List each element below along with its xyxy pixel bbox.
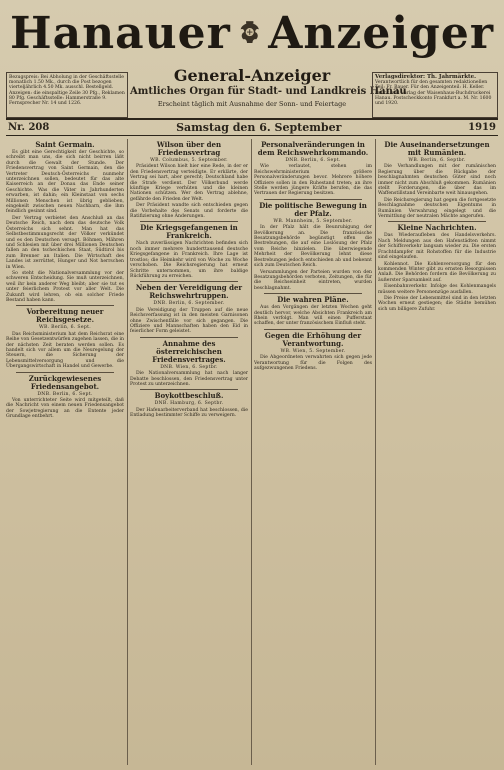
subscription-box bbox=[6, 72, 128, 118]
article-headline: Neben der Vereidigung der Reichswehrtruppen. bbox=[135, 283, 243, 301]
article-paragraph: Eisenbahnverkehr. Infolge des Kohlenmangels müssen weitere Personenzüge ausfallen. bbox=[378, 284, 496, 295]
article-paragraph: Präsident Wilson hielt hier eine Rede, in der er den Friedensvertrag verteidigte. Er erklärte, der Vertrag sei hart, aber gerecht; Deutschland habe die Strafe verdient. Der Völkerbund werde künftige Kriege verhüten und die kleinen Nationen schützen. Wer den Vertrag ablehne, gefährde den Frieden der Welt. bbox=[130, 164, 248, 202]
article-headline: Kleine Nachrichten. bbox=[397, 223, 477, 233]
column-divider bbox=[251, 139, 252, 765]
column-3 bbox=[254, 139, 372, 765]
article-headline: Die Kriegsgefangenen in Frankreich. bbox=[140, 223, 238, 241]
article-separator bbox=[16, 305, 114, 306]
frequency-line: Erscheint täglich mit Ausnahme der Sonn- und Feiertage bbox=[157, 100, 347, 108]
article-separator bbox=[264, 329, 362, 330]
article-paragraph: Versammlungen der Parteien wurden von den Besatzungsbehörden verboten, Zeitungen, die für die Reichseinheit eintreten, wurden beschlagnahmt. bbox=[254, 269, 372, 291]
article-paragraph: Die Reichsregierung hat gegen die fortgesetzte Beschlagnahme deutschen Eigentums in Rumänien Verwahrung eingelegt und die Vermittlung der neutralen Mächte angerufen. bbox=[378, 197, 496, 220]
issue-infoline bbox=[6, 118, 498, 136]
article-headline: Saint Germain. bbox=[35, 140, 95, 149]
article-paragraph: Die Preise der Lebensmittel sind in den letzten Wochen erneut gestiegen; die Städte bemühen sich um billigere Zufuhr. bbox=[378, 295, 496, 312]
column-divider bbox=[127, 139, 128, 765]
article-paragraph: Es gibt eine Gerechtigkeit der Geschichte, so schreibt man uns, die sich nicht beirren läßt durch die Gewalt der Stunde. Der Friedensvertrag von Saint Germain, den die Vertreter Deutsch-Österreichs nunmehr unterzeichnen sollen, bedeutet für das alte Kaiserreich an der Donau das Ende seiner Geschichte. Was die Väter in Jahrhunderten erwarben, ist dahin; ein Kleinstaat von sechs Millionen Menschen ist übrig geblieben, eingekeilt zwischen neuen Nachbarn, die ihm feindlich gesinnt sind. bbox=[6, 150, 124, 215]
coat-of-arms-icon bbox=[237, 5, 262, 61]
article-headline: Vorbereitung neuer Reichsgesetze. bbox=[26, 307, 104, 325]
organ-line: Amtliches Organ für Stadt- und Landkreis Hanau bbox=[130, 86, 407, 97]
masthead bbox=[0, 0, 504, 140]
article-paragraph: Nach zuverlässigen Nachrichten befinden sich noch immer mehrere hunderttausend deutsche Kriegsgefangene in Frankreich. Ihre Lage ist trostlos; die Heimkehr wird von Woche zu Woche verschoben. Die Reichsregierung hat erneut Schritte unternommen, um ihre baldige Rückführung zu erreichen. bbox=[130, 241, 248, 279]
publisher-text: Verantwortlich für den gesamten redaktionellen Teil: Fr. Bauer. Für den Anzeigenteil: H. Keller. Druck und Verlag der Waisenhaus-Buchdruckerei Hanau. Postscheckkonto Frankfurt a. M. Nr. 1600 und 1920. bbox=[375, 80, 492, 107]
article-dateline: DNB. Hamburg, 6. Septbr. bbox=[154, 401, 224, 407]
article-paragraph: Der Hafenarbeiterverband hat beschlossen, die Entladung bestimmter Schiffe zu verweigern. bbox=[130, 407, 248, 419]
title-left: Hanauer bbox=[10, 7, 231, 59]
issue-date: Samstag den 6. September bbox=[176, 121, 342, 134]
article-separator bbox=[140, 281, 238, 282]
article-separator bbox=[140, 337, 238, 338]
column-2 bbox=[130, 139, 248, 765]
article-dateline: DNB. Wien, 6. Septbr. bbox=[160, 364, 218, 370]
publisher-box bbox=[372, 72, 498, 118]
article-headline: Annahme des österreichischen Friedensvertrages. bbox=[152, 338, 226, 364]
article-paragraph: Die Vereidigung der Truppen auf die neue Reichsverfassung ist in den meisten Garnisonen ohne Zwischenfälle vor sich gegangen. Die Offiziere und Mannschaften haben den Eid in feierlicher Form geleistet. bbox=[130, 307, 248, 335]
article-paragraph: Der Vertrag verbietet den Anschluß an das Deutsche Reich, nach dem das deutsche Volk Österreichs sich sehnt. Man hat das Selbstbestimmungsrecht der Völker verkündet und es den Deutschen versagt. Böhmen, Mähren und Schlesien mit über drei Millionen Deutschen fallen an den tschechischen Staat, Südtirol bis zum Brenner an Italien. Die Wirtschaft des Landes ist zerrüttet, Hunger und Not herrschen in Wien. bbox=[6, 215, 124, 270]
article-headline: Personalveränderungen in dem Reichswehrkommando. bbox=[257, 140, 369, 157]
article-dateline: DNB. Berlin, 6. September. bbox=[153, 301, 225, 307]
article-headline: Gegen die Erhöhung der Verantwortung. bbox=[264, 330, 362, 348]
subtitle: General-Anzeiger bbox=[173, 66, 331, 85]
article-dateline: WB. Berlin, 6. Sept. bbox=[38, 325, 92, 331]
article-headline: Die Auseinandersetzungen mit Rumänien. bbox=[384, 140, 490, 157]
article-paragraph: Von unterrichteter Seite wird mitgeteilt, daß die Nachricht von einem neuen Friedensangebot der Sowjetregierung an die Entente jeder Grundlage entbehrt. bbox=[6, 398, 124, 420]
article-paragraph: Aus den Vorgängen der letzten Wochen geht deutlich hervor, welche Absichten Frankreich am Rhein verfolgt. Man will einen Pufferstaat schaffen, der unter französischem Einfluß steht. bbox=[254, 305, 372, 327]
title-right: Anzeiger bbox=[268, 7, 494, 59]
article-separator bbox=[140, 221, 238, 222]
article-separator bbox=[388, 221, 486, 222]
article-headline: Wilson über den Friedensvertrag bbox=[156, 140, 222, 157]
article-paragraph: Kohlennot. Die Kohlenversorgung für den kommenden Winter gibt zu ernsten Besorgnissen Anlaß. Die Behörden fordern die Bevölkerung zu äußerster Sparsamkeit auf. bbox=[378, 261, 496, 283]
article-dateline: WB. Wien, 5. September. bbox=[280, 348, 346, 354]
article-separator bbox=[140, 389, 238, 390]
column-1 bbox=[6, 139, 124, 765]
subscription-text: Bezugspreis: Bei Abholung in der Geschäftsstelle monatlich 1.50 Mk., durch die Post bezogen vierteljährlich 4.50 Mk. ausschl. Bestellgeld. Anzeigen: die einspaltige Zeile 30 Pfg., Reklamen 80 Pfg. Geschäftsstelle: Hammerstraße 9. Fernsprecher Nr. 14 und 1226. bbox=[9, 75, 125, 107]
article-paragraph: Der Präsident wandte sich entschieden gegen die Vorbehalte des Senats und forderte die Ratifizierung ohne Änderungen. bbox=[130, 203, 248, 220]
article-separator bbox=[16, 372, 114, 373]
article-dateline: DNB. Berlin, 6. Sept. bbox=[285, 158, 341, 163]
newspaper-title bbox=[10, 2, 494, 64]
article-dateline: WB. Columbus, 5. September. bbox=[150, 158, 228, 163]
article-paragraph: So steht die Nationalversammlung vor der schweren Entscheidung. Sie muß unterzeichnen, weil ihr kein anderer Weg bleibt; aber sie tut es unter feierlichem Protest vor aller Welt. Die Zukunft wird lehren, ob ein solcher Friede Bestand haben kann. bbox=[6, 270, 124, 303]
article-dateline: WB. Mannheim, 5. September. bbox=[273, 218, 353, 224]
article-columns bbox=[6, 139, 498, 767]
article-headline: Die wahren Pläne. bbox=[277, 295, 349, 305]
article-dateline: DNB. Berlin, 6. Sept. bbox=[37, 391, 93, 397]
article-separator bbox=[264, 293, 362, 294]
issue-year: 1919 bbox=[468, 122, 496, 133]
issue-number: Nr. 208 bbox=[8, 122, 50, 133]
column-4 bbox=[378, 139, 496, 765]
publisher-head: Verlagsdirektor: Th. Jahrmärkte. bbox=[375, 74, 476, 80]
article-paragraph: Wie verlautet, stehen im Reichswehrministerium größere Personalveränderungen bevor. Mehrere höhere Offiziere sollen in den Ruhestand treten; an ihre Stelle werden jüngere Kräfte berufen, die das Vertrauen der Regierung besitzen. bbox=[254, 164, 372, 197]
article-headline: Boykottbeschluß. bbox=[154, 391, 224, 401]
column-divider bbox=[375, 139, 376, 765]
article-paragraph: Die Nationalversammlung hat nach langer Debatte beschlossen, den Friedensvertrag unter Protest zu unterzeichnen. bbox=[130, 371, 248, 387]
article-paragraph: Das Wiederaufleben des Handelsverkehrs. Nach Meldungen aus den Hafenstädten nimmt der Schiffsverkehr langsam wieder zu. Die ersten Frachtdampfer mit Rohstoffen für die Industrie sind eingelaufen. bbox=[378, 233, 496, 261]
article-paragraph: Das Reichsministerium hat dem Reichsrat eine Reihe von Gesetzentwürfen zugehen lassen, die in der nächsten Zeit beraten werden sollen. Es handelt sich vor allem um die Neuregelung der Steuern, die Sicherung der Lebensmittelversorgung und die Übergangswirtschaft in Handel und Gewerbe. bbox=[6, 331, 124, 370]
article-separator bbox=[264, 199, 362, 200]
article-paragraph: In der Pfalz hält die Beunruhigung der Bevölkerung an. Die französische Besatzungsbehörde begünstigt offen die Bestrebungen, die auf eine Loslösung der Pfalz vom Reiche hinzielen. Die überwiegende Mehrheit der Bevölkerung lehnt diese Bestrebungen jedoch entschieden ab und bekennt sich zum Deutschen Reich. bbox=[254, 225, 372, 269]
article-dateline: WB. Berlin, 6. Septbr. bbox=[408, 158, 466, 163]
article-headline: Zurückgewiesenes Friedensangebot. bbox=[28, 373, 102, 391]
article-headline: Die politische Bewegung in der Pfalz. bbox=[259, 200, 367, 218]
article-paragraph: Die Abgeordneten verwahrten sich gegen jede Verantwortung für die Folgen des aufgezwungenen Friedens. bbox=[254, 355, 372, 371]
article-paragraph: Die Verhandlungen mit der rumänischen Regierung über die Rückgabe der beschlagnahmten deutschen Güter sind noch immer nicht zum Abschluß gekommen. Rumänien stellt Forderungen, die über das im Waffenstillstand Vereinbarte weit hinausgehen. bbox=[378, 164, 496, 197]
